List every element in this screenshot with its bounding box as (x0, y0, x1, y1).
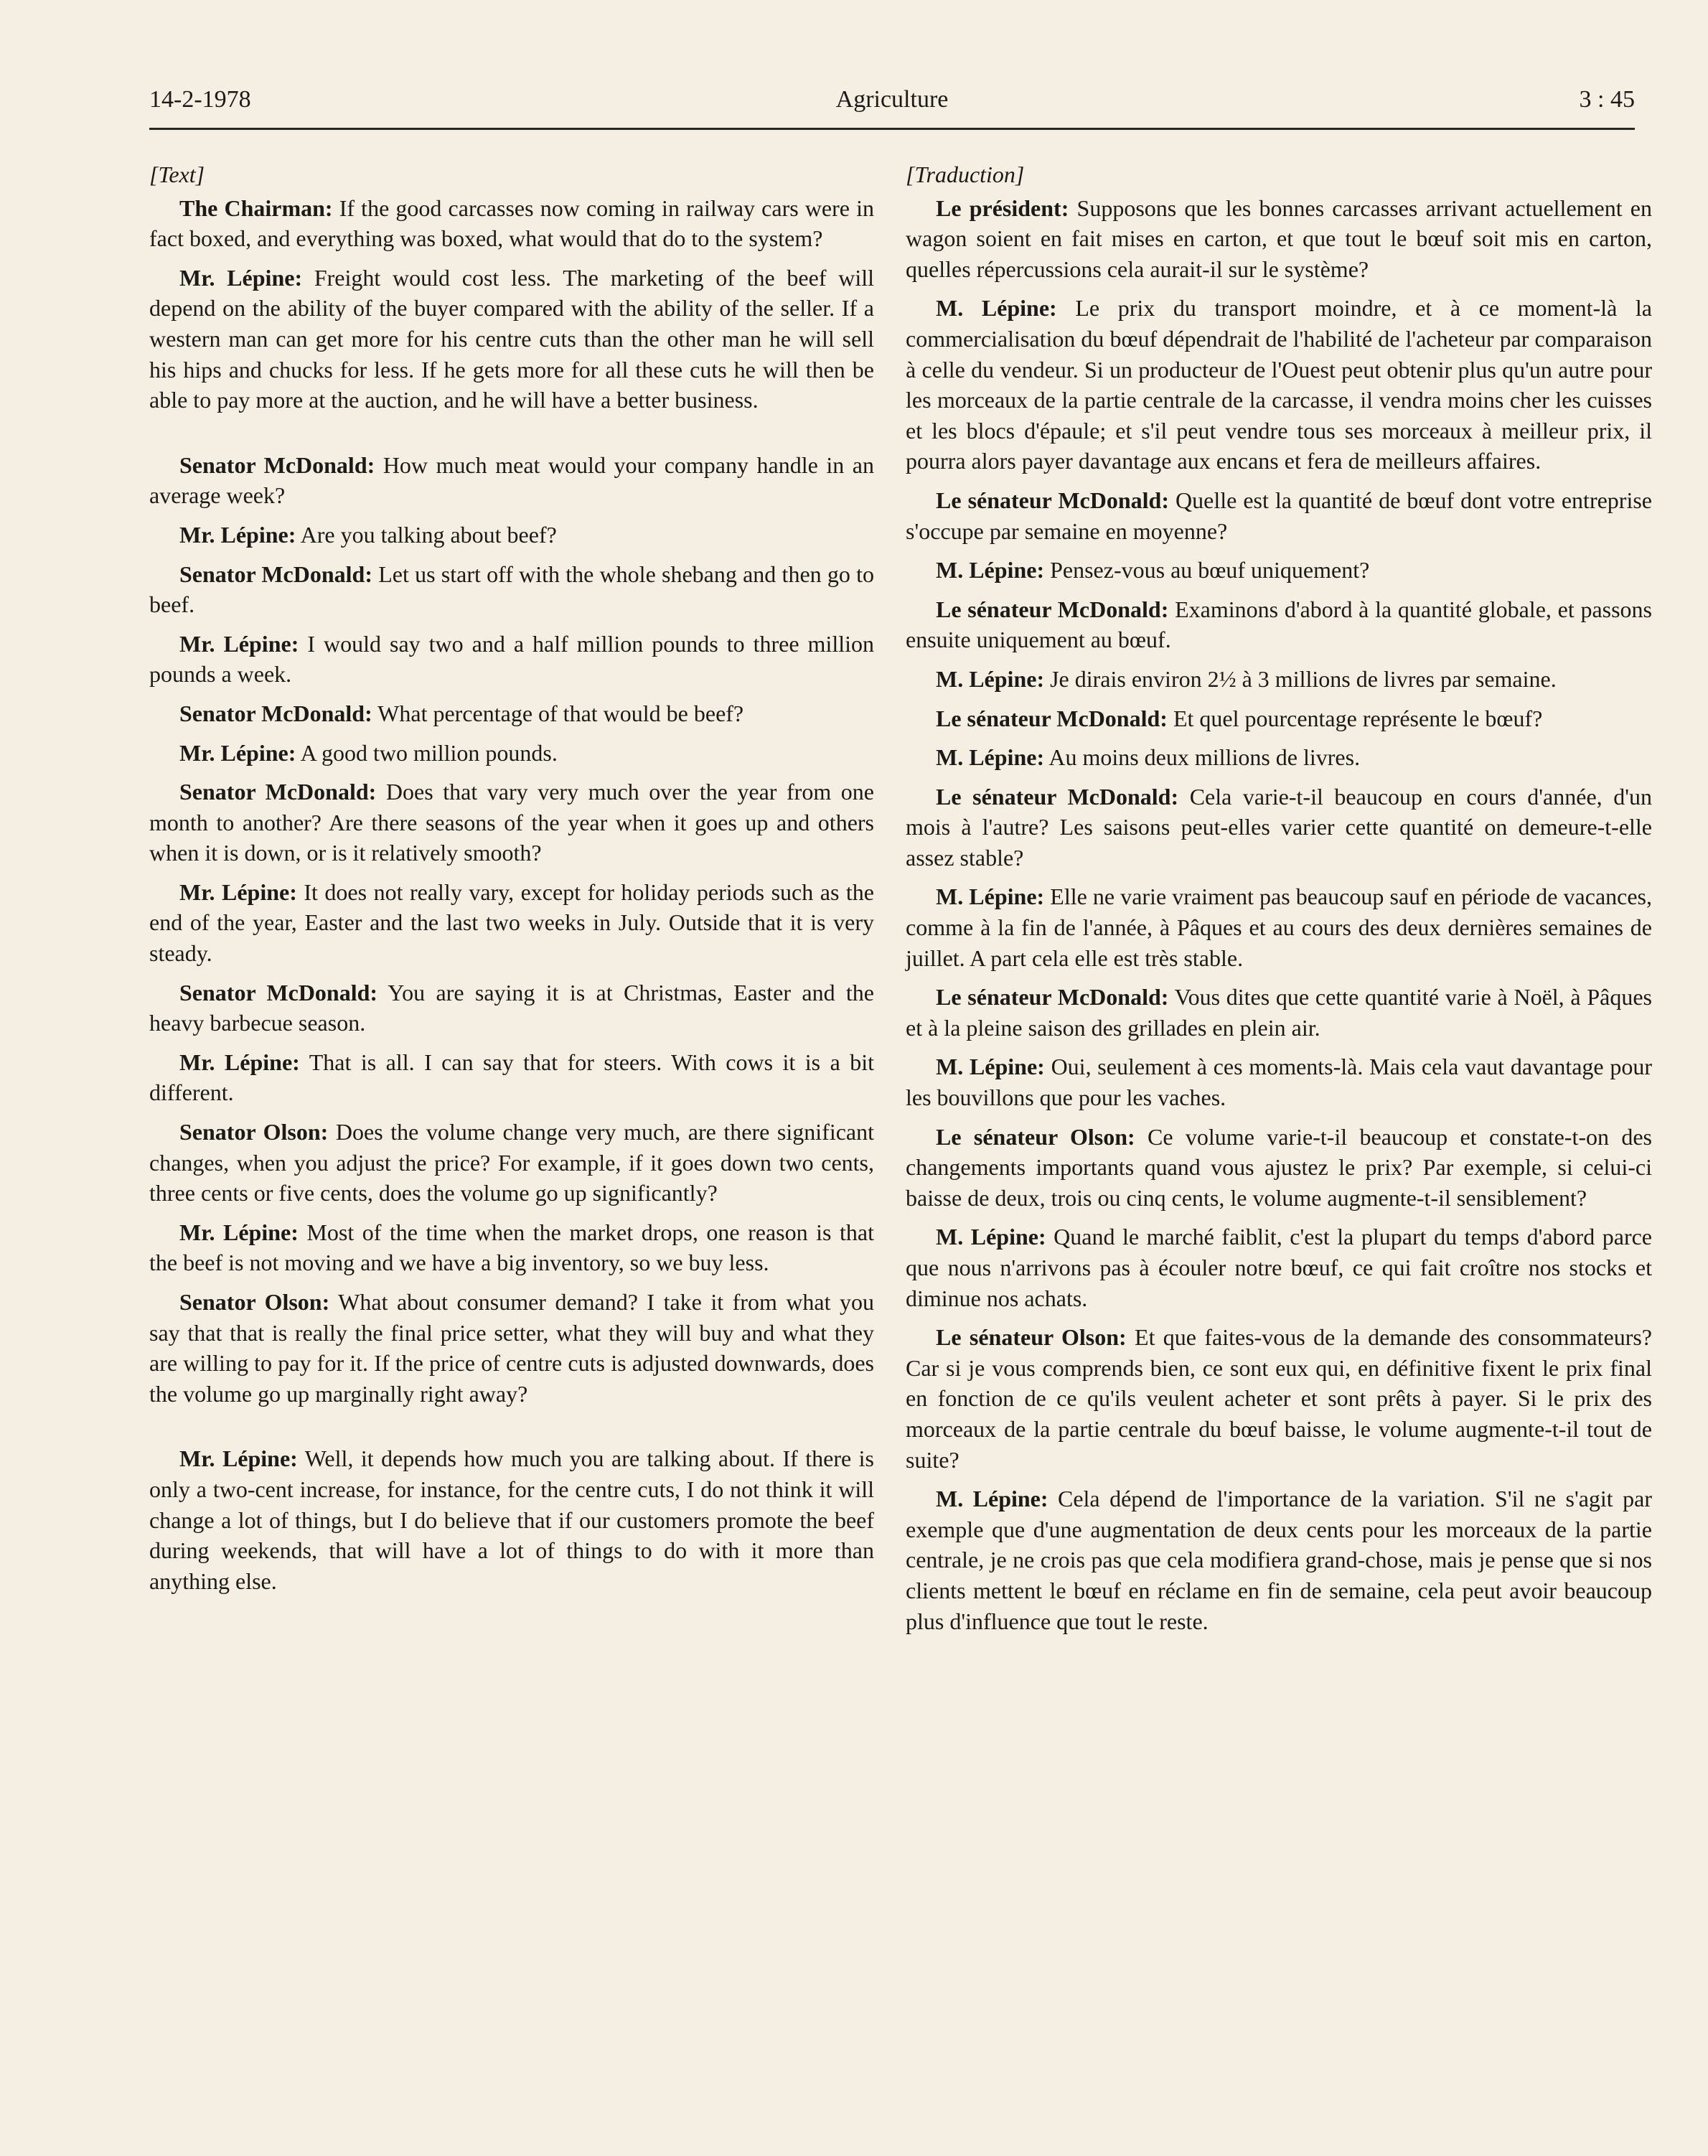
paragraph (906, 555, 1652, 586)
speech: A good two million pounds. (296, 739, 558, 766)
paragraph (906, 594, 1652, 655)
speaker: M. Lépine: (936, 1224, 1046, 1250)
header-date: 14-2-1978 (149, 86, 251, 113)
speaker: Le sénateur McDonald: (936, 783, 1179, 810)
speech: Oui, seulement à ces moments-là. Mais cela vaut davantage pour les bouvillons que pour les vaches. (906, 1054, 1652, 1111)
page-header (149, 80, 1635, 130)
speaker: Mr. Lépine: (179, 739, 296, 766)
speech: Vous dites que cette quantité varie à Noël, à Pâques et à la pleine saison des grillades en plein air. (906, 984, 1653, 1041)
paragraph (149, 1117, 874, 1209)
speaker: Mr. Lépine: (179, 878, 297, 905)
speaker: Le sénateur McDonald: (936, 705, 1168, 731)
speech: Je dirais environ 2½ à 3 millions de livres par semaine. (1044, 665, 1557, 692)
speaker: M. Lépine: (936, 665, 1045, 692)
paragraph (149, 978, 874, 1039)
speech: Let us start off with the whole shebang and then go to beef. (149, 561, 875, 618)
french-column (906, 159, 1652, 1645)
speaker: Mr. Lépine: (179, 1445, 298, 1472)
speaker: Le sénateur Olson: (936, 1123, 1135, 1150)
speech: Freight would cost less. The marketing of the beef will depend on the ability of the buyer compared with the ability of the seller. If a western man can get more for his centre cuts than the other man he will sell his hips and chucks for less. If he gets more for all these cuts he will then be able to pay more at the auction, and he will have a better business. (149, 264, 875, 413)
paragraph (149, 1047, 874, 1108)
speech: Elle ne varie vraiment pas beaucoup sauf en période de vacances, comme à la fin de l'année, à Pâques et au cours des deux dernières semaines de juillet. A part cela elle est très stable. (906, 884, 1653, 971)
speaker: M. Lépine: (936, 1054, 1045, 1080)
speaker: Mr. Lépine: (179, 264, 303, 291)
speech: Does the volume change very much, are there significant changes, when you adjust the price? For example, if it goes down two cents, three cents or five cents, does the volume go up significantly? (149, 1119, 875, 1206)
paragraph (906, 1122, 1652, 1214)
speech: What percentage of that would be beef? (372, 700, 744, 726)
speaker: Le sénateur McDonald: (936, 487, 1169, 513)
paragraph (906, 881, 1652, 973)
paragraph (149, 1217, 874, 1278)
speaker: Senator Olson: (179, 1289, 330, 1315)
speaker: Le président: (936, 194, 1069, 221)
paragraph (149, 450, 874, 511)
speaker: The Chairman: (179, 194, 333, 221)
speaker: Senator McDonald: (179, 451, 375, 478)
speech: It does not really vary, except for holiday periods such as the end of the year, Easter and the last two weeks in July. Outside that it is very steady. (149, 878, 875, 967)
speech: Cela varie-t-il beaucoup en cours d'année, d'un mois à l'autre? Les saisons peut-elles varier cette quantité on demeure-t-elle assez stable? (906, 783, 1653, 871)
english-column (149, 159, 874, 1605)
speaker: Senator McDonald: (179, 700, 372, 726)
speech: Are you talking about beef? (296, 521, 557, 548)
paragraph (906, 982, 1652, 1043)
speech: Examinons d'abord à la quantité globale, et passons ensuite uniquement au bœuf. (906, 596, 1653, 653)
speaker: Senator McDonald: (179, 561, 372, 587)
speaker: Senator McDonald: (179, 979, 378, 1006)
paragraph (149, 1443, 874, 1596)
paragraph (149, 1287, 874, 1409)
paragraph (906, 293, 1652, 477)
paragraph (906, 1484, 1652, 1636)
speech: Quand le marché faiblit, c'est la plupart du temps d'abord parce que nous n'arrivons pas à écouler notre bœuf, ce qui fait croître nos stocks et diminue nos achats. (906, 1224, 1653, 1311)
paragraph (149, 877, 874, 969)
paragraph (149, 738, 874, 769)
speaker: Le sénateur McDonald: (936, 596, 1169, 622)
paragraph (906, 742, 1652, 773)
speech: Pensez-vous au bœuf uniquement? (1044, 557, 1370, 583)
speaker: M. Lépine: (936, 557, 1045, 583)
speech: You are saying it is at Christmas, Easter and the heavy barbecue season. (149, 979, 875, 1036)
paragraph (906, 664, 1652, 695)
speech: Au moins deux millions de livres. (1044, 744, 1361, 771)
speech: Most of the time when the market drops, one reason is that the beef is not moving and we have a big inventory, so we buy less. (149, 1219, 875, 1276)
paragraph (149, 629, 874, 690)
paragraph (906, 703, 1652, 734)
paragraph (906, 485, 1652, 546)
language-label: [Traduction] (906, 161, 1025, 187)
language-label: [Text] (149, 161, 205, 187)
paragraph (906, 1322, 1652, 1475)
paragraph (149, 193, 874, 254)
speech: Et quel pourcentage représente le bœuf? (1167, 705, 1543, 731)
speaker: M. Lépine: (936, 1486, 1048, 1512)
paragraph (149, 777, 874, 868)
paragraph (906, 193, 1652, 285)
speaker: Senator McDonald: (179, 779, 377, 805)
speech: Ce volume varie-t-il beaucoup et constate-t-on des changements importants quand vous ajustez le prix? Par exemple, si celui-ci baisse de deux, trois ou cinq cents, le volume augmente-t-il sensiblement? (906, 1123, 1653, 1211)
speech: That is all. I can say that for steers. With cows it is a bit different. (149, 1049, 875, 1106)
speaker: Le sénateur McDonald: (936, 984, 1169, 1011)
paragraph (906, 1051, 1652, 1112)
speaker: M. Lépine: (936, 295, 1057, 322)
speaker: M. Lépine: (936, 884, 1045, 910)
speaker: Mr. Lépine: (179, 630, 299, 657)
speech: Le prix du transport moindre, et à ce moment-là la commercialisation du bœuf dépendrait de l'habilité de l'acheteur par comparaison à celle du vendeur. Si un producteur de l'Ouest peut obtenir plus qu'un autre pour les morceaux de la partie centrale de la carcasse, il vendra moins cher les cuisses et les blocs d'épaule; et s'il peut vendre tous ses morceaux à meilleur prix, il pourra alors payer davantage aux encans et fera de meilleurs affaires. (906, 295, 1653, 474)
paragraph (149, 559, 874, 620)
speech: Cela dépend de l'importance de la variation. S'il ne s'agit par exemple que d'une augmentation de deux cents pour les morceaux de la partie centrale, je ne crois pas que cela modifiera grand-chose, mais je pense que si nos clients mettent le bœuf en réclame en fin de semaine, cela peut avoir beaucoup plus d'influence que tout le reste. (906, 1486, 1653, 1634)
speaker: M. Lépine: (936, 744, 1045, 771)
speech: Et que faites-vous de la demande des consommateurs? Car si je vous comprends bien, ce sont eux qui, en définitive fixent le prix final en fonction de ce qu'ils veulent acheter et sont prêts à payer. Si le prix des morceaux de la partie centrale du bœuf baisse, le volume augmente-t-il tout de suite? (906, 1324, 1653, 1473)
header-page-number: 3 : 45 (1579, 86, 1635, 113)
speech: How much meat would your company handle in an average week? (149, 451, 875, 509)
paragraph (149, 698, 874, 729)
speech: Supposons que les bonnes carcasses arrivant actuellement en wagon soient en fait mises en carton, et que tout le bœuf soit mis en carton, quelles répercussions cela aurait-il sur le système? (906, 194, 1653, 282)
paragraph (906, 1222, 1652, 1313)
speaker: Senator Olson: (179, 1119, 329, 1145)
header-committee: Agriculture (835, 86, 949, 113)
speech: Well, it depends how much you are talking about. If there is only a two-cent increase, for instance, for the centre cuts, I do not think it will change a lot of things, but I do believe that if our customers promote the beef during weekends, that will have a lot of things to do with it more than anything else. (149, 1445, 875, 1594)
paragraph (149, 263, 874, 416)
speech: I would say two and a half million pounds to three million pounds a week. (149, 630, 875, 688)
speaker: Mr. Lépine: (179, 1219, 299, 1245)
speaker: Mr. Lépine: (179, 521, 296, 548)
speech: What about consumer demand? I take it from what you say that that is really the final price setter, what they will buy and what they are willing to pay for it. If the price of centre cuts is adjusted downwards, does the volume go up marginally right away? (149, 1289, 875, 1407)
speaker: Le sénateur Olson: (936, 1324, 1127, 1351)
speaker: Mr. Lépine: (179, 1049, 300, 1075)
speech: If the good carcasses now coming in railway cars were in fact boxed, and everything was boxed, what would that do to the system? (149, 194, 875, 252)
paragraph (149, 520, 874, 550)
speech: Quelle est la quantité de bœuf dont votre entreprise s'occupe par semaine en moyenne? (906, 487, 1653, 544)
speech: Does that vary very much over the year from one month to another? Are there seasons of the year when it goes up and others when it is down, or is it relatively smooth? (149, 779, 875, 866)
paragraph (906, 782, 1652, 873)
